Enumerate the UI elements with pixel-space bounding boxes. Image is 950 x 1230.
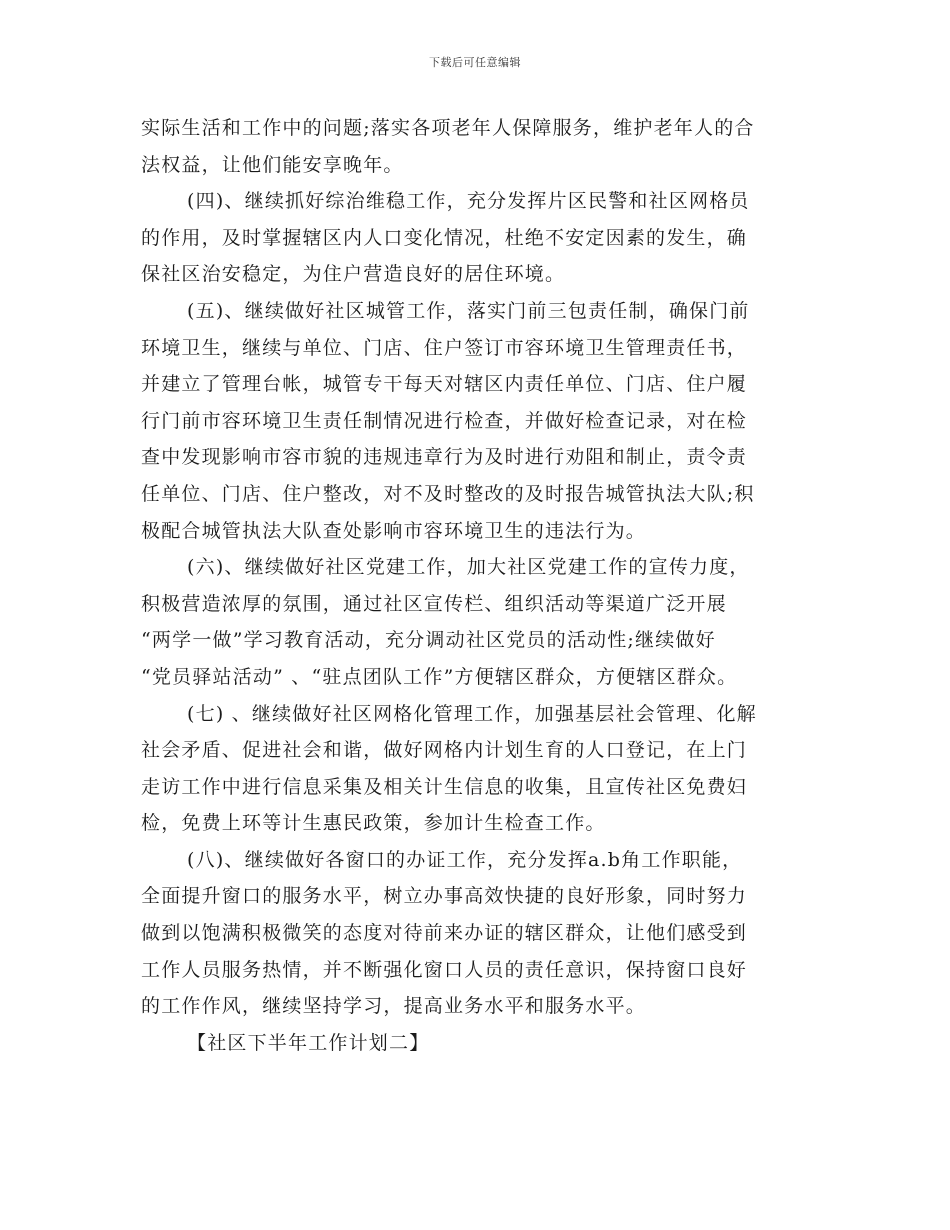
text-line: 极配合城管执法大队查处影响市容环境卫生的违法行为。 — [141, 519, 647, 542]
text-line: 工作人员服务热情，并不断强化窗口人员的责任意识，保持窗口良好 — [141, 958, 748, 981]
text-line: “两学一做”学习教育活动，充分调动社区党员的活动性;继续做好 — [141, 629, 716, 652]
text-line: 检，免费上环等计生惠民政策，参加计生检查工作。 — [141, 812, 606, 835]
text-line: 积极营造浓厚的氛围，通过社区宣传栏、组织活动等渠道广泛开展 — [141, 592, 727, 615]
text-line: 社会矛盾、促进社会和谐，做好网格内计划生育的人口登记，在上门 — [141, 739, 748, 762]
text-line: 查中发现影响市容市貌的违规违章行为及时进行劝阻和制止，责令责 — [141, 446, 748, 469]
text-line: 的工作作风，继续坚持学习，提高业务水平和服务水平。 — [141, 995, 647, 1018]
paragraph-start-line: (四)、继续抓好综治维稳工作，充分发挥片区民警和社区网格员 — [187, 190, 750, 213]
paragraph-start-line: (七) 、继续做好社区网格化管理工作，加强基层社会管理、化解 — [187, 702, 757, 725]
paragraph-start-line: (五)、继续做好社区城管工作，落实门前三包责任制，确保门前 — [187, 299, 750, 322]
text-line: 环境卫生，继续与单位、门店、住户签订市容环境卫生管理责任书， — [141, 336, 748, 359]
text-line: 实际生活和工作中的问题;落实各项老年人保障服务，维护老年人的合 — [141, 117, 755, 139]
text-line: 任单位、门店、住户整改，对不及时整改的及时报告城管执法大队;积 — [141, 482, 755, 505]
text-line: 做到以饱满积极微笑的态度对待前来办证的辖区群众，让他们感受到 — [141, 922, 748, 945]
text-line: 走访工作中进行信息采集及相关计生信息的收集，且宣传社区免费妇 — [141, 775, 748, 798]
text-line: 全面提升窗口的服务水平，树立办事高效快捷的良好形象，同时努力 — [141, 885, 748, 908]
paragraph-start-line: (六)、继续做好社区党建工作，加大社区党建工作的宣传力度， — [187, 556, 750, 579]
text-line: 保社区治安稳定，为住户营造良好的居住环境。 — [141, 263, 566, 286]
text-line: “党员驿站活动” 、“驻点团队工作”方便辖区群众，方便辖区群众。 — [141, 665, 738, 688]
text-line: 并建立了管理台帐，城管专干每天对辖区内责任单位、门店、住户履 — [141, 373, 748, 396]
document-body — [141, 110, 821, 1061]
paragraph-start-line: (八)、继续做好各窗口的办证工作，充分发挥a.b角工作职能， — [187, 848, 743, 871]
page-header: 下载后可任意编辑 — [429, 56, 521, 69]
text-line: 行门前市容环境卫生责任制情况进行检查，并做好检查记录，对在检 — [141, 409, 748, 432]
text-line: 法权益，让他们能安享晚年。 — [141, 153, 404, 176]
text-line: 的作用，及时掌握辖区内人口变化情况，杜绝不安定因素的发生，确 — [141, 226, 748, 249]
section-heading: 【社区下半年工作计划二】 — [187, 1031, 430, 1054]
